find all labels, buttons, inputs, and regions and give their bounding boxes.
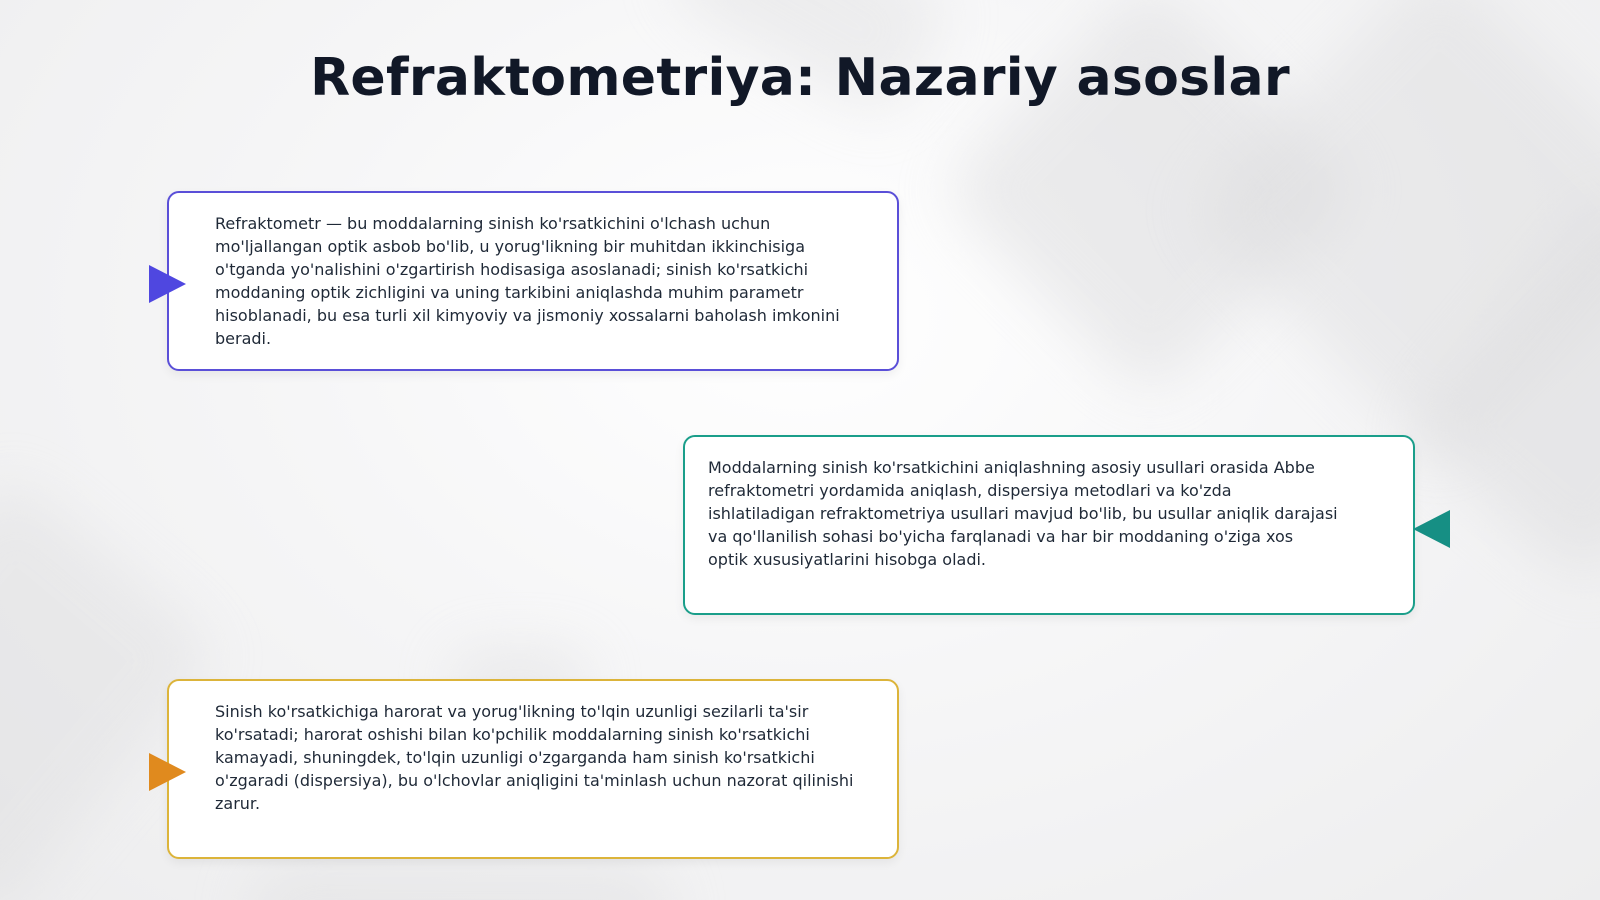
triangle-right-icon <box>149 753 186 791</box>
slide-title: Refraktometriya: Nazariy asoslar <box>310 48 1290 108</box>
info-card-temperature-wavelength <box>167 679 899 859</box>
background-shape <box>250 860 670 900</box>
triangle-left-icon <box>1413 510 1450 548</box>
card-text: Moddalarning sinish ko'rsatkichini aniqlashning asosiy usullari orasida Abbe refraktometri yordamida aniqlash, dispersiya metodlari va ko'zda ishlatiladigan refraktometriya usullari mavjud bo'lib, bu usullar aniqlik darajasi va qo'llanilish sohasi bo'yicha farqlanadi va har bir moddaning o'ziga xos optik xususiyatlarini hisobga oladi. <box>708 458 1338 569</box>
info-card-refractometer-definition <box>167 191 899 371</box>
triangle-right-icon <box>149 265 186 303</box>
info-card-measurement-methods <box>683 435 1415 615</box>
card-text: Sinish ko'rsatkichiga harorat va yorug'likning to'lqin uzunligi sezilarli ta'sir ko'rsatadi; harorat oshishi bilan ko'pchilik moddalarning sinish ko'rsatkichi kamayadi, shuningdek, to'lqin uzunligi o'zgarganda ham sinish ko'rsatkichi o'zgaradi (dispersiya), bu o'lchovlar aniqligini ta'minlash uchun nazorat qilinishi zarur. <box>215 702 854 813</box>
card-text: Refraktometr — bu moddalarning sinish ko'rsatkichini o'lchash uchun mo'ljallangan optik asbob bo'lib, u yorug'likning bir muhitdan ikkinchisiga o'tganda yo'nalishini o'zgartirish hodisasiga asoslanadi; sinish ko'rsatkichi moddaning optik zichligini va uning tarkibini aniqlashda muhim parametr hisoblanadi, bu esa turli xil kimyoviy va jismoniy xossalarni baholash imkonini beradi. <box>215 214 840 348</box>
